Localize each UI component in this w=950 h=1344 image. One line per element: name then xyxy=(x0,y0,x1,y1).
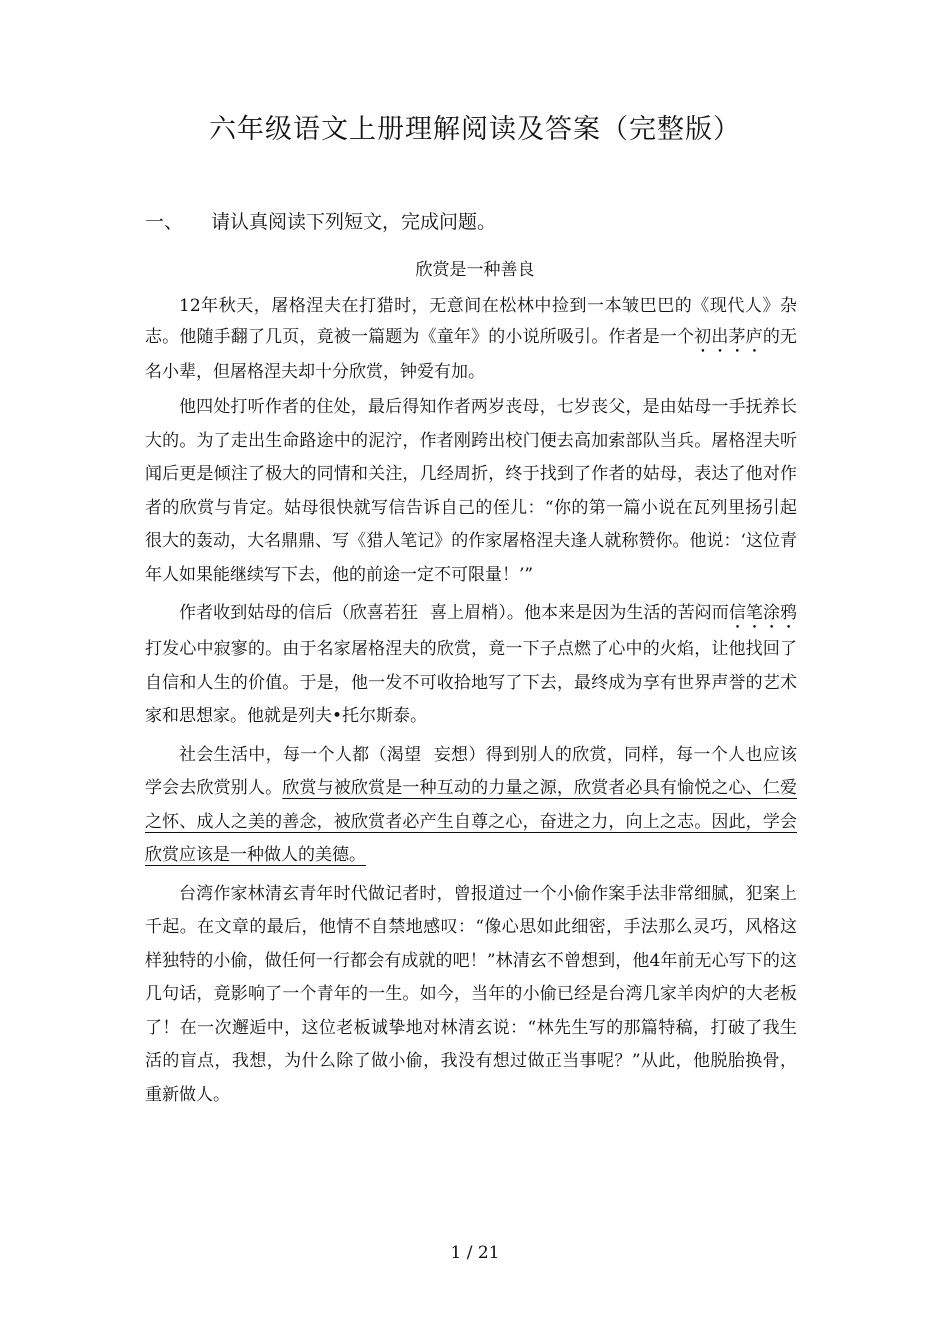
article-body xyxy=(145,291,797,1117)
paragraph-4 xyxy=(145,739,797,873)
page-number: 1 / 21 xyxy=(450,1243,500,1263)
paragraph-3 xyxy=(145,597,797,734)
paragraph-4-text-b: 妄想）得到别人的欣赏，同样，每一个人也应该学会去欣赏别人。 xyxy=(145,744,798,798)
paragraph-3-text-b: 喜上眉梢）。他本来是因为生活的苦闷而 xyxy=(429,603,729,623)
underlined-sentence: 欣赏与被欣赏是一种互动的力量之源，欣赏者必具有愉悦之心、仁爱之怀、成人之美的善念，被欣赏者必产生自尊之心，奋进之力，向上之志。因此，学会欣赏应该是一种做人的美德。 xyxy=(145,778,797,865)
paragraph-1-text-a: 12年秋天，屠格涅夫在打猎时，无意间在松林中捡到一本皱巴巴的《现代人》杂志。他随手翻了几页，竟被一篇题为《童年》的小说所吸引。作者是一个 xyxy=(145,296,797,347)
paragraph-1-text-b: 的无名小辈，但屠格涅夫却十分欣赏，钟爱有加。 xyxy=(145,326,798,382)
document-title: 六年级语文上册理解阅读及答案（完整版） xyxy=(209,114,741,145)
emphasized-idiom: 初出茅庐 xyxy=(694,326,763,347)
paragraph-3-text-c: 打发心中寂寥的。由于名家屠格涅夫的欣赏，竟一下子点燃了心中的火焰，让他找回了自信和人生的价值。于是，他一发不可收拾地写了下去，最终成为享有世界声誉的艺术家和思想家。他就是列夫•托尔斯泰。 xyxy=(145,639,797,726)
emphasized-idiom: 信笔涂鸦 xyxy=(728,603,798,623)
paragraph-2: 他四处打听作者的住处，最后得知作者两岁丧母，七岁丧父，是由姑母一手抚养长大的。为了走出生命路途中的泥泞，作者刚跨出校门便去高加索部队当兵。屠格涅夫听闻后更是倾注了极大的同情和关注，几经周折，终于找到了作者的姑母，表达了他对作者的欣赏与肯定。姑母很快就写信告诉自己的侄儿：“你的第一篇小说在瓦列里扬引起很大的轰动，大名鼎鼎、写《猎人笔记》的作家屠格涅夫逢人就称赞你。他说：‘这位青年人如果能继续写下去，他的前途一定不可限量！’” xyxy=(145,397,797,585)
paragraph-3-text-a: 作者收到姑母的信后（欣喜若狂 xyxy=(179,603,418,623)
article-title: 欣赏是一种善良 xyxy=(415,260,535,280)
section-heading xyxy=(145,205,496,239)
section-number: 一、 xyxy=(145,211,184,233)
section-instruction: 请认真阅读下列短文，完成问题。 xyxy=(211,211,497,233)
paragraph-4-text-a: 社会生活中，每一个人都（渴望 xyxy=(179,744,422,765)
paragraph-5: 台湾作家林清玄青年时代做记者时，曾报道过一个小偷作案手法非常细腻，犯案上千起。在文章的最后，他情不自禁地感叹：“像心思如此细密，手法那么灵巧，风格这样独特的小偷，做任何一行都会有成就的吧！”林清玄不曾想到，他4年前无心写下的这几句话，竟影响了一个青年的一生。如今，当年的小偷已经是台湾几家羊肉炉的大老板了！在一次邂逅中，这位老板诚挚地对林清玄说：“林先生写的那篇特稿，打破了我生活的盲点，我想，为什么除了做小偷，我没有想过做正当事呢？”从此，他脱胎换骨，重新做人。 xyxy=(145,883,797,1105)
paragraph-1 xyxy=(145,291,797,387)
